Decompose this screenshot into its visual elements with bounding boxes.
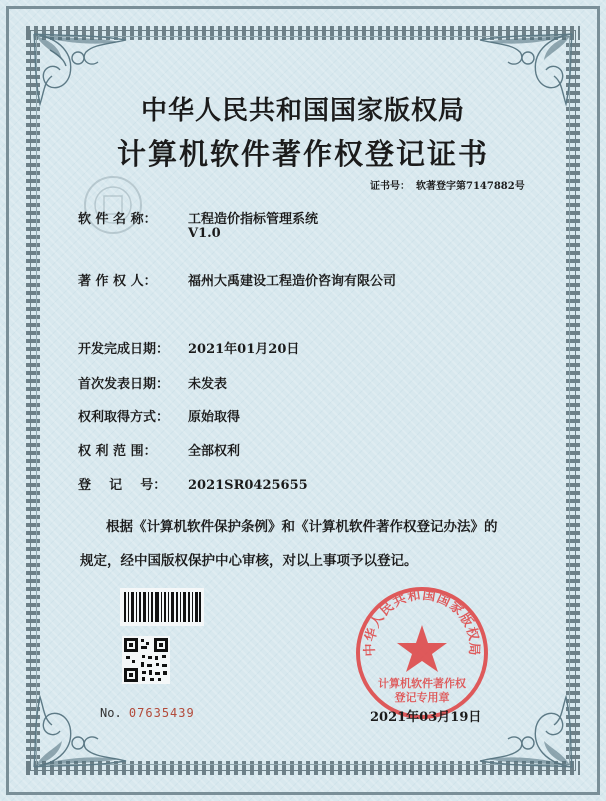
field-value: 工程造价指标管理系统 — [188, 212, 319, 227]
official-seal-icon — [352, 583, 492, 723]
corner-ornament-icon — [30, 691, 140, 771]
field-value: 2021年01月20日 — [188, 342, 300, 357]
issuer-title: 中华人民共和国国家版权局 — [140, 96, 465, 126]
field-label: 权利取得方式： — [78, 410, 170, 425]
field-label: 首次发表日期： — [78, 377, 170, 392]
serial-value: 07635439 — [128, 706, 195, 720]
serial-number — [100, 706, 195, 720]
field-copyright-owner — [78, 270, 396, 289]
certificate-title: 计算机软件著作权登记证书 — [116, 137, 489, 171]
field-value: 2021SR0425655 — [188, 478, 308, 493]
field-acquisition-method — [78, 406, 240, 425]
field-completion-date — [78, 338, 299, 357]
statement-line-2: 规定，经中国版权保护中心审核，对以上事项予以登记。 — [80, 553, 418, 569]
statement-line-1: 根据《计算机软件保护条例》和《计算机软件著作权登记办法》的 — [106, 519, 498, 535]
field-value: 未发表 — [188, 377, 228, 392]
certificate-number-value: 软著登字第7147882号 — [416, 181, 525, 192]
qr-code-icon — [122, 636, 170, 684]
seal-arc-text: 中华人民共和国国家版权局 — [362, 587, 482, 657]
certificate-number-label: 证书号： — [370, 181, 410, 192]
field-label: 著 作 权 人： — [78, 274, 157, 289]
field-value: 福州大禹建设工程造价咨询有限公司 — [188, 274, 397, 289]
certificate-number — [370, 177, 531, 192]
field-value: 全部权利 — [188, 444, 241, 459]
field-value-version: V1.0 — [188, 226, 221, 241]
field-label: 权 利 范 围： — [78, 444, 157, 459]
seal-line-2: 登记专用章 — [394, 691, 450, 704]
field-publish-date — [78, 373, 227, 392]
field-rights-scope — [78, 440, 240, 459]
field-label: 开发完成日期： — [78, 342, 170, 357]
field-label: 登 记 号： — [78, 478, 167, 493]
watermark-logo-icon — [80, 172, 146, 238]
barcode-icon — [120, 588, 204, 626]
field-value: 原始取得 — [188, 410, 241, 425]
field-label: 软 件 名 称： — [78, 212, 157, 227]
seal-line-1: 计算机软件著作权 — [378, 677, 466, 690]
issue-date: 2021年03月19日 — [370, 710, 482, 725]
field-registration-number — [78, 474, 308, 493]
serial-prefix: No. — [100, 706, 122, 720]
field-software-name — [78, 208, 319, 241]
